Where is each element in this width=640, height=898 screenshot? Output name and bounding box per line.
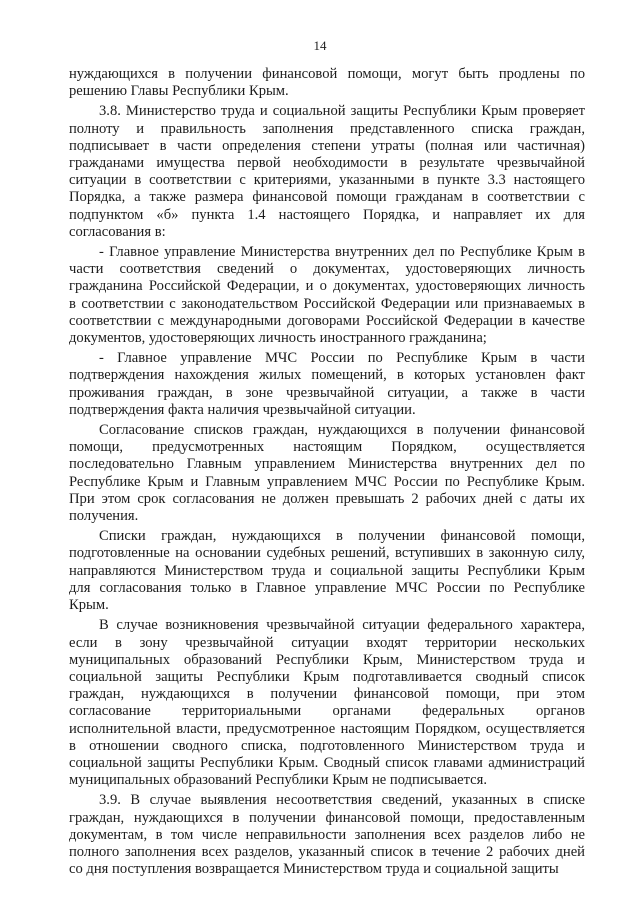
paragraph [69,103,585,241]
text-line: нуждающихся в получении финансовой помощи, могут быть продлены по [69,66,585,82]
text-line: социальной защиты Республики Крым подготавливается сводный список [69,668,585,685]
text-line: - Главное управление Министерства внутренних дел по Республике Крым в [99,244,585,261]
text-line: подготовленные на основании судебных решений, вступивших в законную силу, [69,545,585,562]
text-line: исполнительной власти, предусмотренное настоящим Порядком, осуществляется [69,720,585,737]
text-line: муниципальных образований Республики Крым не подписывается. [69,772,487,789]
text-line: В случае возникновения чрезвычайной ситуации федерального характера, [99,617,585,634]
text-line: 3.9. В случае выявления несоответствия сведений, указанных в списке [99,792,585,809]
text-line: - Главное управление МЧС России по Республике Крым в части [99,350,585,367]
text-line: Крым. [69,597,109,614]
text-line: граждан, нуждающихся в получении финансовой помощи, предоставленным [69,809,585,826]
text-line: подтверждения нахождения жилых помещений, в которых установлен факт [69,367,585,384]
text-line: полного заполнения всех разделов, указанный список в течение 2 рабочих дней [69,843,585,860]
text-line: в отношении сводного списка, подготовленного Министерством труда и [69,737,585,754]
text-line: муниципальных образований Республики Крым, Министерством труда и [69,651,585,668]
text-line: помощи, предусмотренных настоящим Порядком, осуществляется [69,439,585,456]
text-line: проживания граждан, в зоне чрезвычайной ситуации, а также в части [69,384,585,401]
text-line: подписывает в части определения степени утраты (полная или частичная) [69,137,585,154]
text-line: документам, в том числе неправильности заполнения всех разделов либо не [69,826,585,843]
text-line: гражданами имущества первой необходимости в результате чрезвычайной [69,155,585,172]
text-line: Республике Крым и Главным управлением МЧС России по Республике Крым. [69,473,585,490]
text-line: гражданина Российской Федерации, и о документах, удостоверяющих личность [69,278,585,295]
page-number: 14 [313,38,327,53]
paragraph [69,244,585,347]
text-line: Списки граждан, нуждающихся в получении финансовой помощи, [99,528,585,545]
text-line: для согласования только в Главное управление МЧС России по Республике [69,579,585,596]
text-line: граждан, нуждающихся в получении финансовой помощи, при этом [69,686,585,703]
text-line: социальной защиты Республики Крым. Сводный список главами администраций [69,754,585,771]
text-line: подтверждения факта наличия чрезвычайной ситуации. [69,401,416,418]
paragraph [69,66,585,100]
text-line: ситуации в соответствии с критериями, указанными в пункте 3.3 настоящего [69,172,585,189]
paragraph [69,528,585,614]
text-line: в соответствии с законодательством Российской Федерации или признаваемых в [69,295,585,312]
text-line: документов, удостоверяющих личность иностранного гражданина; [69,330,487,347]
text-line: подпунктом «б» пункта 1.4 настоящего Порядка, и направляет их для [69,206,585,223]
text-line: направляются Министерством труда и социальной защиты Республики Крым [69,562,585,579]
text-line: со дня поступления возвращается Министерством труда и социальной защиты [69,861,559,878]
paragraph [69,792,585,878]
paragraph [69,617,585,789]
text-line: последовательно Главным управлением Министерства внутренних дел по [69,456,585,473]
text-line: При этом срок согласования не должен превышать 2 рабочих дней с даты их [69,490,585,507]
paragraph [69,350,585,419]
text-line: если в зону чрезвычайной ситуации входят территории нескольких [69,634,585,651]
text-line: получения. [69,508,139,525]
text-line: 3.8. Министерство труда и социальной защиты Республики Крым проверяет [99,103,585,120]
document-body [69,66,585,881]
paragraph [69,422,585,525]
text-line: согласования в: [69,223,166,240]
text-line: Согласование списков граждан, нуждающихся в получении финансовой [99,422,585,439]
text-line: полноту и правильность заполнения представленного списка граждан, [69,120,585,137]
text-line: части соответствия сведений о документах, удостоверяющих личность [69,261,585,278]
text-line: решению Главы Республики Крым. [69,83,289,100]
text-line: Порядка, а также размера финансовой помощи гражданам в соответствии с [69,189,585,206]
text-line: соответствии с международными договорами Российской Федерации в качестве [69,312,585,329]
text-line: согласование территориальными органами федеральных органов [69,703,585,720]
